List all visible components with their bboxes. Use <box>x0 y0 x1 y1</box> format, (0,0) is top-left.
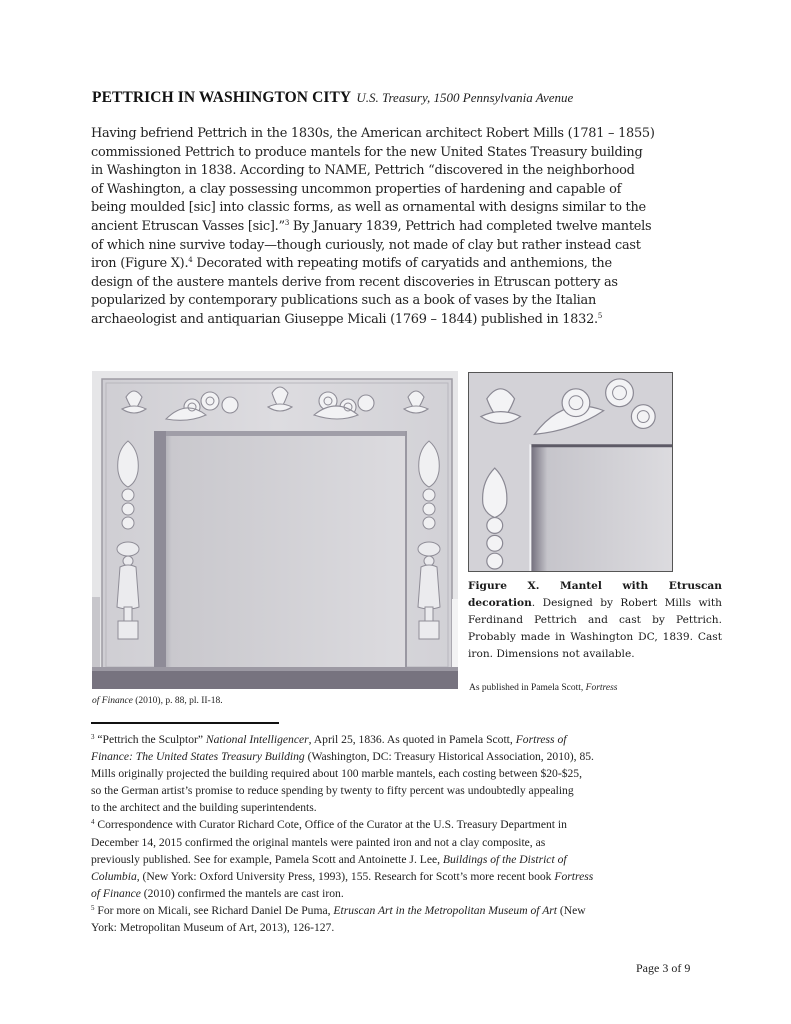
section-heading <box>92 87 573 107</box>
footnote-title: Finance: The United States Treasury Building <box>91 750 305 764</box>
footnote-ref-3[interactable]: 3 <box>284 218 290 227</box>
credit-title-part1: Fortress <box>585 683 618 693</box>
footnote-line <box>91 851 731 868</box>
footnote-text: previously published. See for example, Pamela Scott and Antoinette J. Lee, <box>91 852 443 866</box>
figure-caption <box>468 578 722 663</box>
figure-credit <box>469 683 618 693</box>
mantel-photo-detail <box>468 372 673 572</box>
body-text: ancient Etruscan Vasses [sic].” <box>91 218 285 234</box>
credit-title-part2: of Finance <box>92 696 133 706</box>
caption-title: Figure X. Mantel with Etruscan decoration <box>468 580 722 609</box>
footnote-title: Fortress of <box>515 733 567 746</box>
body-line: of which nine survive today—though curiously, not made of clay but rather instead cast <box>91 237 641 253</box>
body-line: being moulded [sic] into classic forms, as well as ornamental with designs similar to the <box>91 200 646 216</box>
footnote-text: For more on Micali, see Richard Daniel De Puma, <box>94 903 334 917</box>
body-line <box>91 218 721 237</box>
footnote-text: (2010) confirmed the mantels are cast iron. <box>140 886 344 900</box>
footnote-line: York: Metropolitan Museum of Art, 2013), 126-127. <box>91 921 335 935</box>
footnote-3 <box>91 731 731 748</box>
page-number: Page 3 of 9 <box>636 961 691 975</box>
footnote-5 <box>91 902 731 919</box>
footnote-ref-5[interactable]: 5 <box>597 311 603 320</box>
body-paragraph <box>91 125 721 330</box>
footnote-number: 3 <box>91 733 95 741</box>
body-line: commissioned Pettrich to produce mantels for the new United States Treasury building <box>91 144 643 160</box>
footnote-text: “Pettrich the Sculptor” <box>94 733 206 746</box>
body-line: design of the austere mantels derive from recent discoveries in Etruscan pottery as <box>91 274 618 290</box>
footnote-line: Mills originally projected the building required about 100 marble mantels, each costing between $20-$25, <box>91 767 582 781</box>
footnote-line: December 14, 2015 confirmed the original mantels were painted iron and not a clay composite, as <box>91 835 546 849</box>
footnote-line <box>91 885 731 902</box>
footnote-ref-4[interactable]: 4 <box>188 256 193 265</box>
mantel-photo-full <box>92 371 458 689</box>
footnotes <box>91 731 731 936</box>
footnote-title: National Intelligencer <box>205 733 309 746</box>
footnote-text: (Washington, DC: Treasury Historical Association, 2010), 85. <box>304 750 594 764</box>
mantel-illustration <box>92 371 458 689</box>
body-line: in Washington in 1838. According to NAME, Pettrich “discovered in the neighborhood <box>91 163 635 179</box>
footnote-number: 5 <box>91 903 95 912</box>
credit-suffix: (2010), p. 88, pl. II-18. <box>132 696 223 706</box>
body-line: Having befriend Pettrich in the 1830s, the American architect Robert Mills (1781 – 1855) <box>91 126 655 141</box>
body-text: By January 1839, Pettrich had completed twelve mantels <box>289 218 652 234</box>
figure-credit-continued <box>92 696 223 706</box>
footnote-number: 4 <box>91 818 95 827</box>
heading-subtitle: U.S. Treasury, 1500 Pennsylvania Avenue <box>356 90 574 105</box>
footnote-text: Correspondence with Curator Richard Cote, Office of the Curator at the U.S. Treasury Department in <box>94 818 567 832</box>
body-line: popularized by contemporary publications such as a book of vases by the Italian <box>91 293 597 309</box>
footnote-line <box>91 868 731 885</box>
body-text: archaeologist and antiquarian Giuseppe Micali (1769 – 1844) published in 1832. <box>91 311 598 327</box>
footnote-line: so the German artist’s promise to reduce spending by twenty to fifty percent was undoubtedly appealing <box>91 784 574 798</box>
body-line: of Washington, a clay possessing uncommon properties of hardening and capable of <box>91 181 622 197</box>
footnote-title: Buildings of the District of <box>442 852 567 866</box>
footnote-title: Columbia, <box>91 869 140 883</box>
heading-title: PETTRICH IN WASHINGTON CITY <box>92 89 352 106</box>
footnote-title: Etruscan Art in the Metropolitan Museum of Art <box>333 903 558 917</box>
mantel-detail-illustration <box>469 373 672 571</box>
footnote-line <box>91 748 731 765</box>
footnote-title: Fortress <box>554 869 594 883</box>
body-line <box>91 255 721 274</box>
footnote-4 <box>91 816 731 833</box>
footnote-text: (New York: Oxford University Press, 1993), 155. Research for Scott’s more recent book <box>139 869 555 883</box>
body-text: iron (Figure X). <box>91 256 189 272</box>
caption-text: . Designed by Robert Mills with Ferdinand Pettrich and cast by Pettrich. Probably made in Washington DC, 1839. Cast iron. Dimensions not available. <box>468 597 722 660</box>
footnote-title: of Finance <box>91 886 141 900</box>
body-line <box>91 311 721 330</box>
body-text: Decorated with repeating motifs of caryatids and anthemions, the <box>192 256 612 272</box>
footnote-line: to the architect and the building superintendents. <box>91 801 317 815</box>
footnote-separator <box>91 722 279 724</box>
footnote-text: (New <box>557 903 586 917</box>
footnote-text: , April 25, 1836. As quoted in Pamela Scott, <box>308 733 516 746</box>
credit-prefix: As published in Pamela Scott, <box>469 683 586 693</box>
